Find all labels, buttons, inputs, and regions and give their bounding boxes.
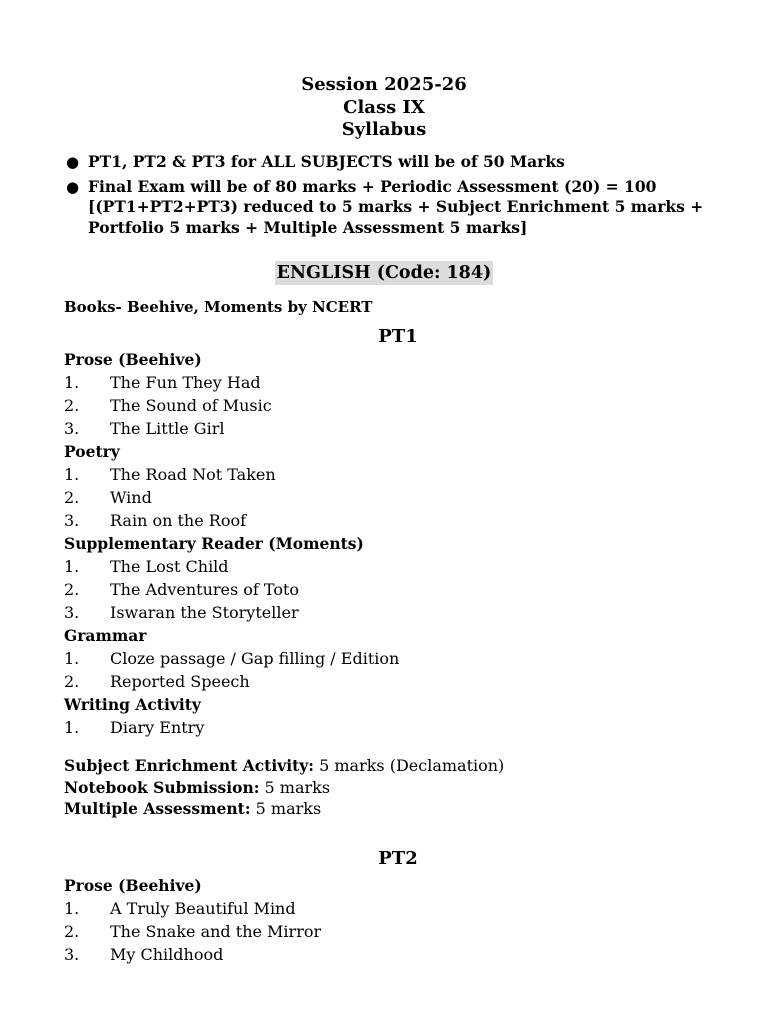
note-text: Final Exam will be of 80 marks + Periodic Assessment (20) = 100 [(PT1+PT2+PT3) reduced to 5 marks + Subject Enrichment 5 marks + Portfolio 5 marks + Multiple Assessment 5 marks]	[88, 176, 704, 237]
subject-heading: ENGLISH (Code: 184)	[276, 263, 492, 283]
books-line: Books- Beehive, Moments by NCERT	[64, 298, 373, 316]
list-item: 2. Wind	[64, 488, 152, 507]
list-item: 3. Rain on the Roof	[64, 511, 247, 530]
assessment-notes	[64, 152, 744, 242]
list-item: 3. My Childhood	[64, 945, 224, 964]
pt1-title: PT1	[378, 326, 418, 347]
list-item: 2. The Snake and the Mirror	[64, 922, 322, 941]
subject-heading-wrap	[0, 261, 768, 285]
note-item	[64, 177, 744, 239]
note-text: PT1, PT2 & PT3 for ALL SUBJECTS will be of 50 Marks	[88, 152, 565, 171]
session-title: Session 2025-26	[301, 74, 467, 95]
marks-row: Multiple Assessment: 5 marks	[64, 799, 322, 818]
section-heading: Writing Activity	[64, 695, 201, 714]
list-item: 1. Cloze passage / Gap filling / Edition	[64, 649, 400, 668]
pt2-syllabus	[64, 874, 744, 966]
list-item: 3. Iswaran the Storyteller	[64, 603, 299, 622]
marks-row: Notebook Submission: 5 marks	[64, 777, 331, 797]
list-item: 2. The Adventures of Toto	[64, 580, 300, 599]
list-item: 3. The Little Girl	[64, 419, 225, 438]
bullet-icon: ●	[66, 153, 80, 171]
bullet-icon: ●	[66, 177, 80, 196]
note-item	[64, 152, 744, 173]
list-item: 1. The Road Not Taken	[64, 465, 276, 484]
syllabus-title: Syllabus	[341, 119, 427, 140]
section-heading: Grammar	[64, 626, 147, 645]
section-heading: Poetry	[64, 442, 120, 461]
section-heading: Prose (Beehive)	[64, 876, 202, 895]
section-heading: Supplementary Reader (Moments)	[64, 534, 364, 553]
section-heading: Prose (Beehive)	[64, 350, 202, 369]
marks-breakdown	[64, 756, 504, 821]
pt2-title: PT2	[378, 848, 418, 869]
list-item: 1. Diary Entry	[64, 718, 205, 737]
list-item: 2. The Sound of Music	[64, 396, 272, 415]
list-item: 1. The Lost Child	[64, 557, 229, 576]
marks-row: Subject Enrichment Activity: 5 marks (Declamation)	[64, 756, 505, 775]
list-item: 1. A Truly Beautiful Mind	[64, 899, 296, 918]
list-item: 2. Reported Speech	[64, 672, 250, 691]
class-title: Class IX	[343, 97, 425, 118]
pt1-syllabus	[64, 348, 744, 739]
list-item: 1. The Fun They Had	[64, 373, 261, 392]
